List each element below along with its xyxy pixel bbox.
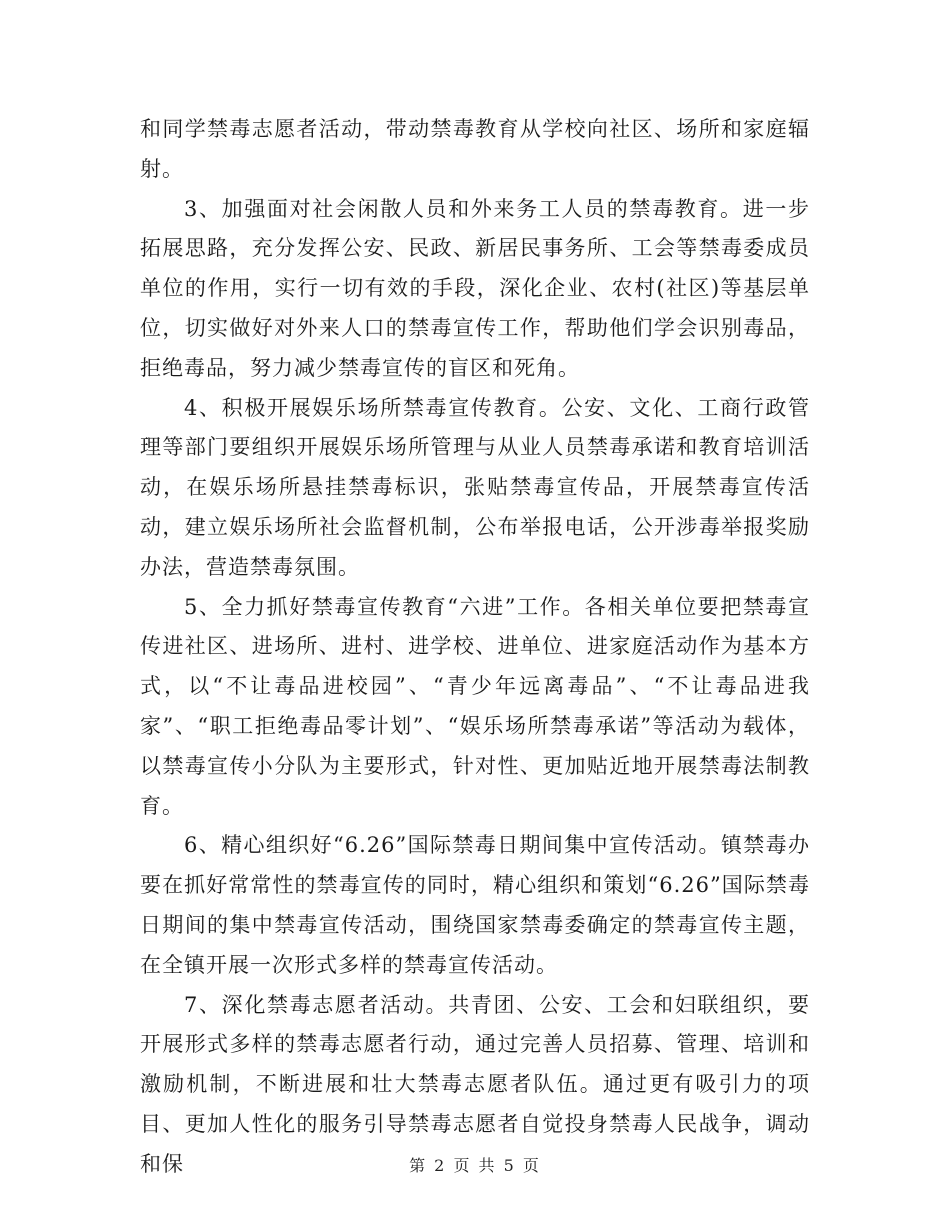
paragraph-item-7: 7、深化禁毒志愿者活动。共青团、公安、工会和妇联组织，要开展形式多样的禁毒志愿者行动，通过完善人员招募、管理、培训和激励机制，不断进展和壮大禁毒志愿者队伍。通过更有吸引力的项目、更加人性化的服务引导禁毒志愿者自觉投身禁毒人民战争，调动和保	[140, 992, 810, 1176]
paragraph-item-3: 3、加强面对社会闲散人员和外来务工人员的禁毒教育。进一步拓展思路，充分发挥公安、民政、新居民事务所、工会等禁毒委成员单位的作用，实行一切有效的手段，深化企业、农村(社区)等基层单位，切实做好对外来人口的禁毒宣传工作，帮助他们学会识别毒品，拒绝毒品，努力减少禁毒宣传的盲区和死角。	[140, 196, 810, 380]
page-number-footer: 第 2 页 共 5 页	[409, 1156, 541, 1175]
paragraph-item-5: 5、全力抓好禁毒宣传教育“六进”工作。各相关单位要把禁毒宣传进社区、进场所、进村、进学校、进单位、进家庭活动作为基本方式，以“不让毒品进校园”、“青少年远离毒品”、“不让毒品进我家”、“职工拒绝毒品零计划”、“娱乐场所禁毒承诺”等活动为载体，以禁毒宣传小分队为主要形式，针对性、更加贴近地开展禁毒法制教育。	[140, 594, 810, 818]
document-body	[140, 110, 810, 1185]
paragraph-continuation: 和同学禁毒志愿者活动，带动禁毒教育从学校向社区、场所和家庭辐射。	[140, 117, 810, 181]
paragraph-item-6: 6、精心组织好“6.26”国际禁毒日期间集中宣传活动。镇禁毒办要在抓好常常性的禁毒宣传的同时，精心组织和策划“6.26”国际禁毒日期间的集中禁毒宣传活动，围绕国家禁毒委确定的禁毒宣传主题，在全镇开展一次形式多样的禁毒宣传活动。	[140, 833, 810, 977]
paragraph-item-4: 4、积极开展娱乐场所禁毒宣传教育。公安、文化、工商行政管理等部门要组织开展娱乐场所管理与从业人员禁毒承诺和教育培训活动，在娱乐场所悬挂禁毒标识，张贴禁毒宣传品，开展禁毒宣传活动，建立娱乐场所社会监督机制，公布举报电话，公开涉毒举报奖励办法，营造禁毒氛围。	[140, 395, 810, 579]
